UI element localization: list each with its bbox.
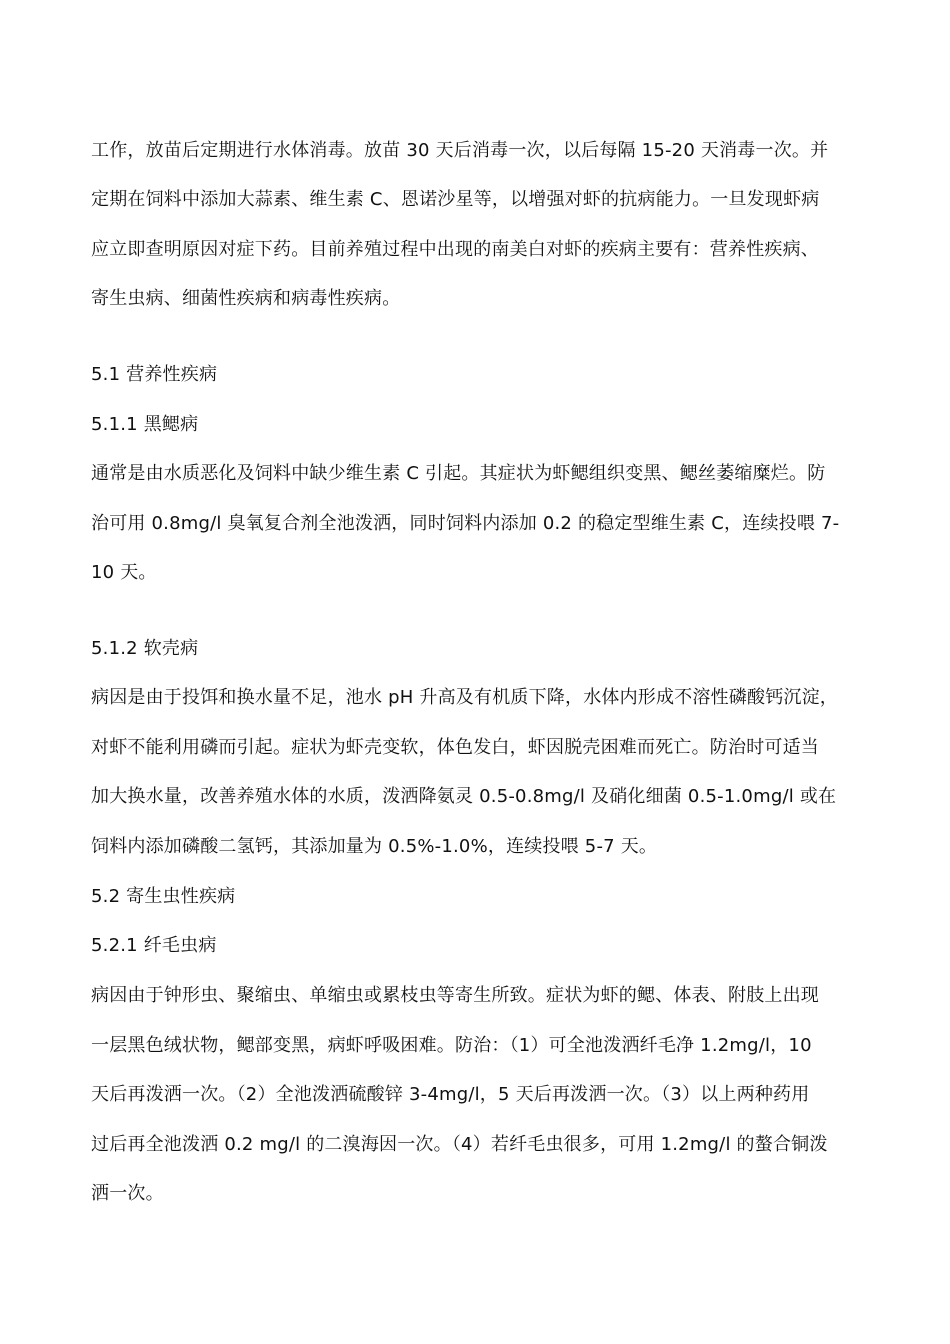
intro-line-1: 工作，放苗后定期进行水体消毒。放苗 30 天后消毒一次，以后每隔 15-20 天消毒一次。并 (91, 140, 829, 161)
intro-line-4: 寄生虫病、细菌性疾病和病毒性疾病。 (91, 288, 401, 309)
ciliate-line-5: 洒一次。 (91, 1183, 164, 1204)
subsection-heading-5-1-1: 5.1.1 黑鳃病 (91, 414, 199, 435)
black-gill-line-3: 10 天。 (91, 562, 157, 583)
soft-shell-line-2: 对虾不能利用磷而引起。症状为虾壳变软，体色发白，虾因脱壳困难而死亡。防治时可适当 (91, 737, 819, 758)
subsection-heading-5-2-1: 5.2.1 纤毛虫病 (91, 935, 217, 956)
soft-shell-line-1: 病因是由于投饵和换水量不足，池水 pH 升高及有机质下降，水体内形成不溶性磷酸钙沉淀， (91, 687, 838, 708)
ciliate-line-4: 过后再全池泼洒 0.2 mg/l 的二溴海因一次。（4）若纤毛虫很多，可用 1.2mg/l 的螯合铜泼 (91, 1134, 828, 1155)
black-gill-line-1: 通常是由水质恶化及饲料中缺少维生素 C 引起。其症状为虾鳃组织变黑、鳃丝萎缩糜烂。防 (91, 463, 826, 484)
intro-line-3: 应立即查明原因对症下药。目前养殖过程中出现的南美白对虾的疾病主要有：营养性疾病、 (91, 239, 819, 260)
subsection-heading-5-1-2: 5.1.2 软壳病 (91, 638, 199, 659)
intro-line-2: 定期在饲料中添加大蒜素、维生素 C、恩诺沙星等，以增强对虾的抗病能力。一旦发现虾病 (91, 189, 820, 210)
soft-shell-line-3: 加大换水量，改善养殖水体的水质，泼洒降氨灵 0.5-0.8mg/l 及硝化细菌 0.5-1.0mg/l 或在 (91, 786, 837, 807)
ciliate-line-2: 一层黑色绒状物，鳃部变黑，病虾呼吸困难。防治：（1）可全池泼洒纤毛净 1.2mg/l，10 (91, 1035, 812, 1056)
soft-shell-line-4: 饲料内添加磷酸二氢钙，其添加量为 0.5%-1.0%，连续投喂 5-7 天。 (91, 836, 658, 857)
ciliate-line-3: 天后再泼洒一次。（2）全池泼洒硫酸锌 3-4mg/l，5 天后再泼洒一次。（3）以上两种药用 (91, 1084, 810, 1105)
ciliate-line-1: 病因由于钟形虫、聚缩虫、单缩虫或累枝虫等寄生所致。症状为虾的鳃、体表、附肢上出现 (91, 985, 819, 1006)
black-gill-line-2: 治可用 0.8mg/l 臭氧复合剂全池泼洒，同时饲料内添加 0.2 的稳定型维生素 C，连续投喂 7- (91, 513, 840, 534)
section-heading-5-1: 5.1 营养性疾病 (91, 364, 218, 385)
section-heading-5-2: 5.2 寄生虫性疾病 (91, 886, 236, 907)
